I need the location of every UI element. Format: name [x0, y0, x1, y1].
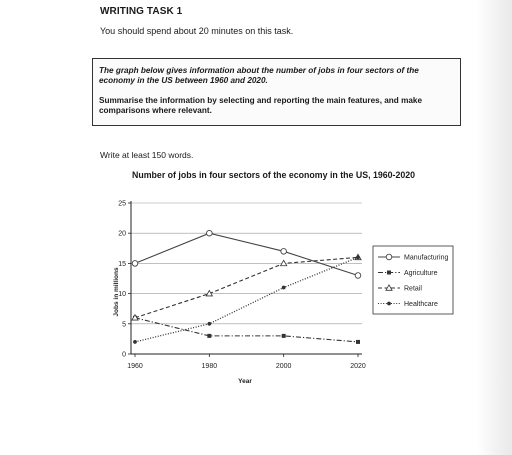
chart-series	[132, 230, 361, 344]
x-tick-label: 1980	[201, 363, 218, 370]
chart-legend	[373, 246, 453, 314]
y-tick-label: 0	[122, 351, 126, 359]
data-point-healthcare	[133, 340, 137, 344]
x-tick-label: 2000	[275, 363, 292, 370]
legend-label-retail: Retail	[404, 285, 422, 293]
task-heading: WRITING TASK 1	[100, 6, 183, 17]
data-point-agriculture	[356, 340, 360, 344]
legend-marker-agriculture	[387, 271, 391, 275]
chart-axes	[118, 201, 366, 371]
x-tick-label: 1960	[127, 363, 143, 370]
data-point-healthcare	[356, 255, 360, 259]
data-point-manufacturing	[355, 273, 361, 279]
y-tick-label: 10	[118, 291, 126, 299]
line-chart	[90, 186, 470, 401]
legend-label-manufacturing: Manufacturing	[404, 254, 449, 262]
word-requirement: Write at least 150 words.	[100, 150, 194, 160]
y-tick-label: 25	[118, 200, 126, 208]
data-point-manufacturing	[132, 261, 138, 267]
series-line-agriculture	[135, 318, 358, 342]
y-axis-title: Jobs in millions	[113, 267, 120, 317]
x-axis-title: Year	[238, 378, 252, 385]
x-tick-label: 2020	[350, 363, 366, 370]
data-point-agriculture	[207, 334, 211, 338]
series-line-healthcare	[135, 257, 358, 342]
legend-marker-healthcare	[387, 302, 391, 306]
task-summary-text: Summarise the information by selecting and reporting the main features, and make comparisons where relevant.	[99, 96, 423, 115]
y-tick-label: 20	[118, 230, 126, 238]
series-line-manufacturing	[135, 233, 358, 275]
data-point-manufacturing	[281, 249, 287, 255]
time-instruction: You should spend about 20 minutes on this task.	[100, 26, 294, 36]
legend-marker-manufacturing	[386, 254, 392, 260]
data-point-healthcare	[207, 322, 211, 326]
data-point-agriculture	[282, 334, 286, 338]
task-prompt-text: The graph below gives information about the number of jobs in four sectors of the economy in the US between 1960 and 2020.	[99, 66, 419, 85]
y-tick-label: 5	[122, 321, 126, 329]
data-point-manufacturing	[207, 230, 213, 236]
legend-label-agriculture: Agriculture	[404, 270, 438, 277]
series-line-retail	[135, 257, 358, 317]
data-point-healthcare	[282, 286, 286, 290]
task-prompt-box	[92, 58, 461, 126]
legend-label-healthcare: Healthcare	[404, 301, 438, 308]
y-tick-label: 15	[118, 260, 126, 268]
chart-title: Number of jobs in four sectors of the economy in the US, 1960-2020	[132, 170, 416, 180]
page-edge-shadow	[476, 0, 512, 455]
data-point-retail	[281, 260, 287, 265]
